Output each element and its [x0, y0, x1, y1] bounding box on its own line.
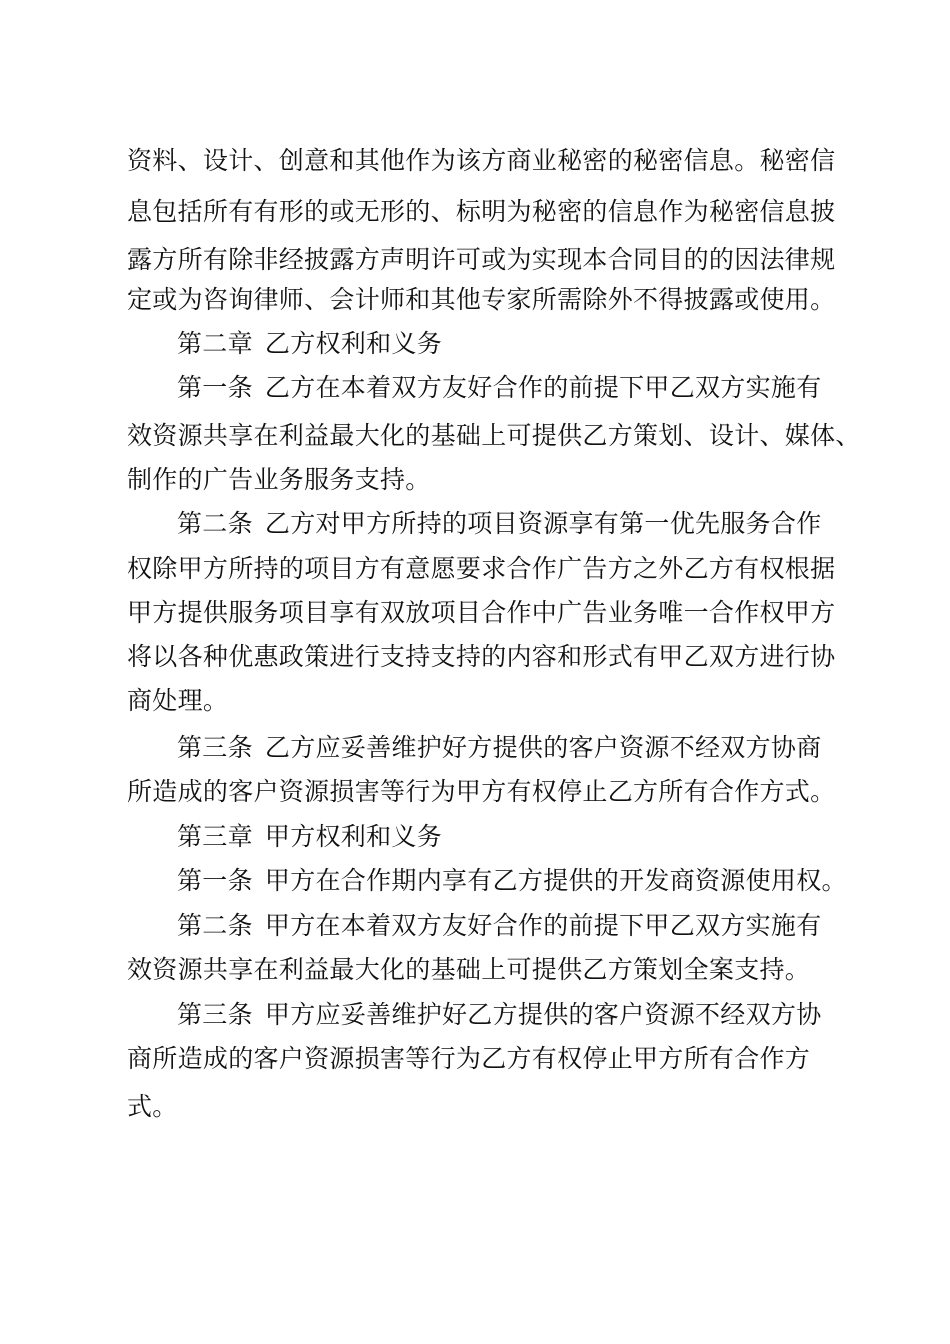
paragraph-line: 商处理。 [127, 686, 229, 715]
article-first-line [177, 866, 847, 896]
article-first-line [177, 911, 822, 941]
paragraph-line: 权除甲方所持的项目方有意愿要求合作广告方之外乙方有权根据 [127, 554, 836, 583]
paragraph-line: 制作的广告业务服务支持。 [127, 465, 431, 494]
paragraph-line: 定或为咨询律师、会计师和其他专家所需除外不得披露或使用。 [127, 285, 836, 314]
article-first-line [177, 373, 822, 403]
chapter-title: 乙方权利和义务 [264, 329, 443, 358]
chapter-heading [177, 822, 442, 852]
article-text: 乙方应妥善维护好方提供的客户资源不经双方协商 [264, 733, 822, 762]
article-text: 乙方对甲方所持的项目资源享有第一优先服务合作 [264, 509, 822, 538]
chapter-number: 第二章 [177, 329, 253, 358]
article-number: 第一条 [177, 866, 253, 895]
paragraph-line: 式。 [127, 1092, 178, 1121]
paragraph-line: 息包括所有有形的或无形的、标明为秘密的信息作为秘密信息披 [127, 197, 836, 226]
paragraph-line: 将以各种优惠政策进行支持支持的内容和形式有甲乙双方进行协 [127, 642, 836, 671]
article-number: 第一条 [177, 373, 253, 402]
article-text: 甲方在合作期内享有乙方提供的开发商资源使用权。 [264, 866, 847, 895]
paragraph-line: 资料、设计、创意和其他作为该方商业秘密的秘密信息。秘密信 [127, 146, 836, 175]
paragraph-line: 效资源共享在利益最大化的基础上可提供乙方策划、设计、媒体、 [127, 421, 861, 450]
article-first-line [177, 1000, 822, 1030]
paragraph-line: 甲方提供服务项目享有双放项目合作中广告业务唯一合作权甲方 [127, 598, 836, 627]
chapter-title: 甲方权利和义务 [264, 822, 443, 851]
paragraph-line: 商所造成的客户资源损害等行为乙方有权停止甲方所有合作方 [127, 1044, 811, 1073]
article-first-line [177, 509, 822, 539]
article-number: 第三条 [177, 1000, 253, 1029]
paragraph-line: 露方所有除非经披露方声明许可或为实现本合同目的的因法律规 [127, 245, 836, 274]
chapter-number: 第三章 [177, 822, 253, 851]
article-text: 乙方在本着双方友好合作的前提下甲乙双方实施有 [264, 373, 822, 402]
article-number: 第三条 [177, 733, 253, 762]
article-number: 第二条 [177, 911, 253, 940]
paragraph-line: 效资源共享在利益最大化的基础上可提供乙方策划全案支持。 [127, 955, 811, 984]
paragraph-line: 所造成的客户资源损害等行为甲方有权停止乙方所有合作方式。 [127, 777, 836, 806]
article-text: 甲方在本着双方友好合作的前提下甲乙双方实施有 [264, 911, 822, 940]
article-first-line [177, 733, 822, 763]
chapter-heading [177, 329, 442, 359]
article-text: 甲方应妥善维护好乙方提供的客户资源不经双方协 [264, 1000, 822, 1029]
article-number: 第二条 [177, 509, 253, 538]
